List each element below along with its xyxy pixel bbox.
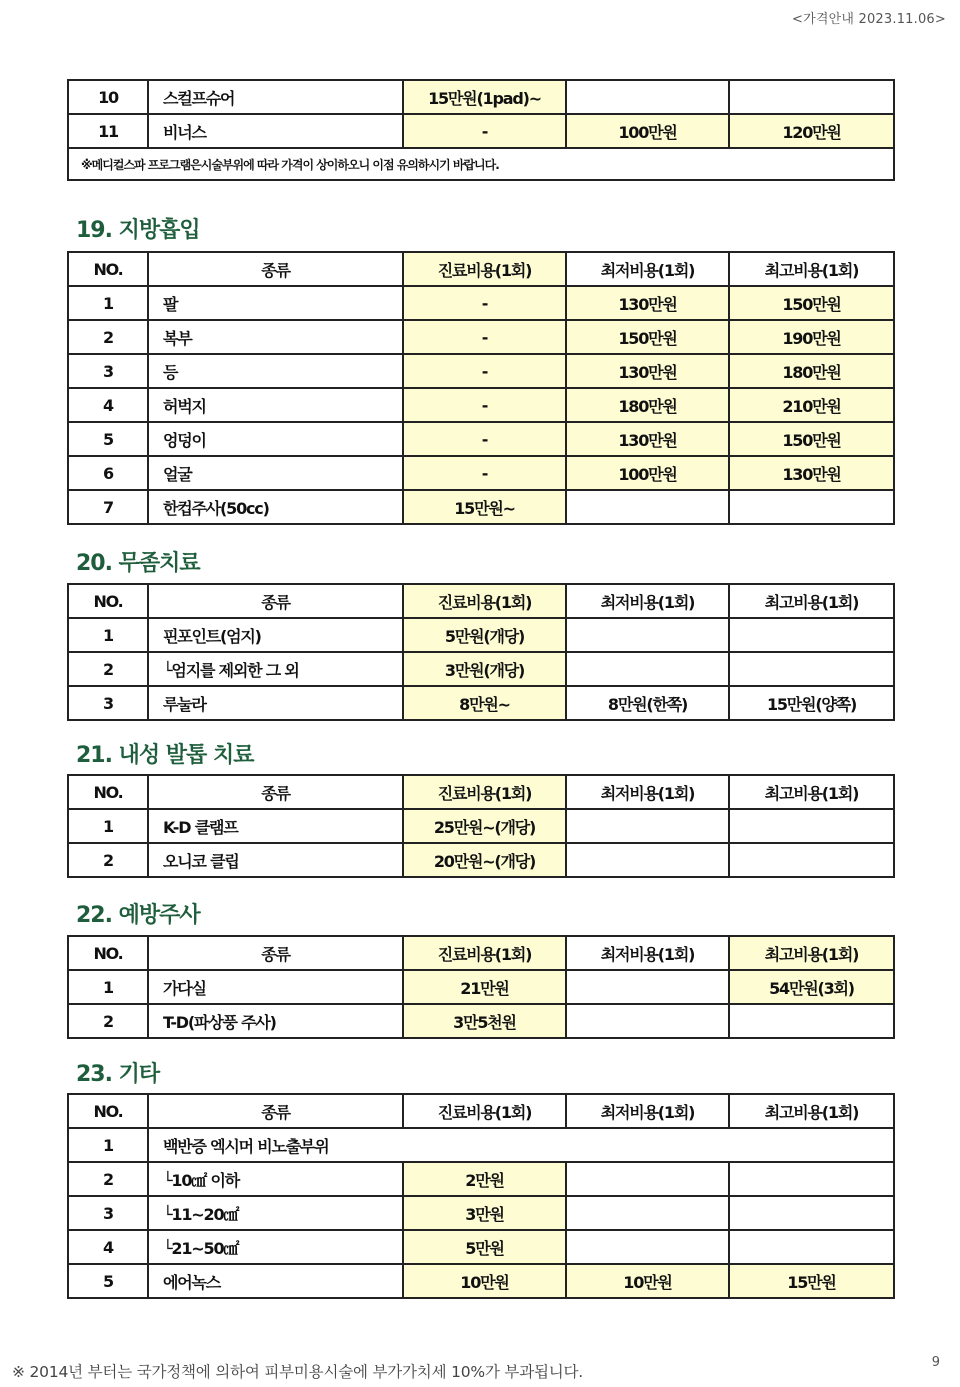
- row-number: 7: [68, 490, 148, 524]
- fee-cell: -: [403, 354, 566, 388]
- header-kind: 종류: [148, 936, 403, 970]
- min-cost-cell: [566, 1230, 729, 1264]
- liposuction-table: [67, 251, 895, 525]
- treatment-name: 복부: [148, 320, 403, 354]
- header-no: NO.: [68, 775, 148, 809]
- min-cost-cell: 10만원: [566, 1264, 729, 1298]
- min-cost-cell: 8만원(한쪽): [566, 686, 729, 720]
- header-fee: 진료비용(1회): [403, 1094, 566, 1128]
- row-number: 3: [68, 354, 148, 388]
- fee-cell: -: [403, 388, 566, 422]
- min-cost-cell: [566, 652, 729, 686]
- min-cost-cell: 130만원: [566, 286, 729, 320]
- max-cost-cell: [729, 652, 894, 686]
- table-row: [68, 354, 894, 388]
- medical-spa-table: [67, 79, 895, 181]
- ingrown-nail-table: [67, 774, 895, 878]
- athletes-foot-table: [67, 583, 895, 721]
- header-min: 최저비용(1회): [566, 252, 729, 286]
- max-cost-cell: [729, 1196, 894, 1230]
- row-number: 1: [68, 1128, 148, 1162]
- max-cost-cell: 210만원: [729, 388, 894, 422]
- header-fee: 진료비용(1회): [403, 936, 566, 970]
- header-fee: 진료비용(1회): [403, 252, 566, 286]
- table-row: [68, 320, 894, 354]
- section-title-athletes-foot: 20. 무좀치료: [76, 551, 200, 576]
- fee-cell: 3만원(개당): [403, 652, 566, 686]
- table-row: [68, 1196, 894, 1230]
- min-cost-cell: [566, 843, 729, 877]
- fee-cell: 3만원: [403, 1196, 566, 1230]
- header-no: NO.: [68, 252, 148, 286]
- treatment-name: 오니코 클립: [148, 843, 403, 877]
- row-number: 2: [68, 1162, 148, 1196]
- treatment-name: T-D(파상풍 주사): [148, 1004, 403, 1038]
- table-row: [68, 114, 894, 148]
- row-number: 6: [68, 456, 148, 490]
- table-row: [68, 1162, 894, 1196]
- table-row: [68, 490, 894, 524]
- treatment-name: 비너스: [148, 114, 403, 148]
- min-cost-cell: [566, 80, 729, 114]
- min-cost-cell: 100만원: [566, 114, 729, 148]
- treatment-name: 한컵주사(50cc): [148, 490, 403, 524]
- max-cost-cell: 180만원: [729, 354, 894, 388]
- fee-cell: 15만원~: [403, 490, 566, 524]
- etc-table: [67, 1093, 895, 1299]
- min-cost-cell: [566, 1196, 729, 1230]
- treatment-name: K-D 클램프: [148, 809, 403, 843]
- header-no: NO.: [68, 936, 148, 970]
- price-guide-date: <가격안내 2023.11.06>: [792, 12, 946, 27]
- treatment-name: └엄지를 제외한 그 외: [148, 652, 403, 686]
- min-cost-cell: 100만원: [566, 456, 729, 490]
- max-cost-cell: 54만원(3회): [729, 970, 894, 1004]
- treatment-name: 백반증 엑시머 비노출부위: [148, 1128, 894, 1162]
- fee-cell: -: [403, 114, 566, 148]
- table-row: [68, 388, 894, 422]
- max-cost-cell: 15만원(양쪽): [729, 686, 894, 720]
- fee-cell: 10만원: [403, 1264, 566, 1298]
- treatment-name: 루눌라: [148, 686, 403, 720]
- min-cost-cell: [566, 618, 729, 652]
- treatment-name: 엉덩이: [148, 422, 403, 456]
- max-cost-cell: [729, 618, 894, 652]
- fee-cell: 3만5천원: [403, 1004, 566, 1038]
- table-row: [68, 1264, 894, 1298]
- table-row: [68, 286, 894, 320]
- table-row: [68, 618, 894, 652]
- fee-cell: 8만원~: [403, 686, 566, 720]
- row-number: 5: [68, 1264, 148, 1298]
- treatment-name: └11~20㎠: [148, 1196, 403, 1230]
- min-cost-cell: [566, 1004, 729, 1038]
- row-number: 3: [68, 1196, 148, 1230]
- fee-cell: -: [403, 320, 566, 354]
- table-row: [68, 80, 894, 114]
- row-number: 2: [68, 652, 148, 686]
- treatment-name: 등: [148, 354, 403, 388]
- min-cost-cell: [566, 1162, 729, 1196]
- table-row: [68, 1004, 894, 1038]
- header-no: NO.: [68, 1094, 148, 1128]
- header-kind: 종류: [148, 584, 403, 618]
- row-number: 4: [68, 1230, 148, 1264]
- header-fee: 진료비용(1회): [403, 775, 566, 809]
- table-header-row: [68, 936, 894, 970]
- max-cost-cell: [729, 80, 894, 114]
- max-cost-cell: 130만원: [729, 456, 894, 490]
- header-max: 최고비용(1회): [729, 936, 894, 970]
- fee-cell: 15만원(1pad)~: [403, 80, 566, 114]
- header-max: 최고비용(1회): [729, 1094, 894, 1128]
- fee-cell: -: [403, 286, 566, 320]
- header-fee: 진료비용(1회): [403, 584, 566, 618]
- header-kind: 종류: [148, 775, 403, 809]
- row-number: 2: [68, 1004, 148, 1038]
- row-number: 10: [68, 80, 148, 114]
- row-number: 2: [68, 843, 148, 877]
- table-header-row: [68, 775, 894, 809]
- min-cost-cell: 130만원: [566, 422, 729, 456]
- max-cost-cell: [729, 809, 894, 843]
- row-number: 1: [68, 809, 148, 843]
- header-min: 최저비용(1회): [566, 584, 729, 618]
- table-note: ※메디컬스파 프로그램은시술부위에 따라 가격이 상이하오니 이점 유의하시기 바랍니다.: [68, 148, 894, 180]
- fee-cell: 2만원: [403, 1162, 566, 1196]
- section-title-vaccination: 22. 예방주사: [76, 903, 200, 928]
- min-cost-cell: [566, 490, 729, 524]
- treatment-name: 에어녹스: [148, 1264, 403, 1298]
- page-number: 9: [931, 1355, 940, 1370]
- table-header-row: [68, 1094, 894, 1128]
- vat-notice: ※ 2014년 부터는 국가정책에 의하여 피부미용시술에 부가가치세 10%가 부과됩니다.: [12, 1363, 584, 1381]
- max-cost-cell: [729, 1230, 894, 1264]
- min-cost-cell: [566, 970, 729, 1004]
- row-number: 3: [68, 686, 148, 720]
- treatment-name: 가다실: [148, 970, 403, 1004]
- fee-cell: 21만원: [403, 970, 566, 1004]
- table-row: [68, 809, 894, 843]
- header-kind: 종류: [148, 1094, 403, 1128]
- section-title-liposuction: 19. 지방흡입: [76, 218, 200, 243]
- max-cost-cell: 120만원: [729, 114, 894, 148]
- header-min: 최저비용(1회): [566, 1094, 729, 1128]
- table-row: [68, 456, 894, 490]
- row-number: 1: [68, 970, 148, 1004]
- row-number: 1: [68, 618, 148, 652]
- header-min: 최저비용(1회): [566, 936, 729, 970]
- treatment-name: └10㎠ 이하: [148, 1162, 403, 1196]
- table-row: [68, 970, 894, 1004]
- table-row: [68, 652, 894, 686]
- min-cost-cell: 130만원: [566, 354, 729, 388]
- treatment-name: 스컬프슈어: [148, 80, 403, 114]
- table-row: [68, 843, 894, 877]
- fee-cell: 20만원~(개당): [403, 843, 566, 877]
- fee-cell: -: [403, 456, 566, 490]
- fee-cell: 25만원~(개당): [403, 809, 566, 843]
- min-cost-cell: 180만원: [566, 388, 729, 422]
- max-cost-cell: 15만원: [729, 1264, 894, 1298]
- min-cost-cell: 150만원: [566, 320, 729, 354]
- max-cost-cell: [729, 843, 894, 877]
- row-number: 11: [68, 114, 148, 148]
- treatment-name: 팔: [148, 286, 403, 320]
- header-min: 최저비용(1회): [566, 775, 729, 809]
- treatment-name: 핀포인트(엄지): [148, 618, 403, 652]
- fee-cell: 5만원(개당): [403, 618, 566, 652]
- treatment-name: 얼굴: [148, 456, 403, 490]
- header-max: 최고비용(1회): [729, 252, 894, 286]
- header-max: 최고비용(1회): [729, 775, 894, 809]
- header-kind: 종류: [148, 252, 403, 286]
- row-number: 5: [68, 422, 148, 456]
- max-cost-cell: [729, 1004, 894, 1038]
- table-header-row: [68, 584, 894, 618]
- header-no: NO.: [68, 584, 148, 618]
- section-title-etc: 23. 기타: [76, 1062, 160, 1087]
- table-header-row: [68, 252, 894, 286]
- max-cost-cell: [729, 490, 894, 524]
- min-cost-cell: [566, 809, 729, 843]
- treatment-name: 허벅지: [148, 388, 403, 422]
- table-row: [68, 1128, 894, 1162]
- header-max: 최고비용(1회): [729, 584, 894, 618]
- section-title-ingrown-nail: 21. 내성 발톱 치료: [76, 743, 254, 768]
- row-number: 1: [68, 286, 148, 320]
- fee-cell: -: [403, 422, 566, 456]
- row-number: 4: [68, 388, 148, 422]
- table-note-row: [68, 148, 894, 180]
- max-cost-cell: 150만원: [729, 422, 894, 456]
- table-row: [68, 1230, 894, 1264]
- treatment-name: └21~50㎠: [148, 1230, 403, 1264]
- vaccination-table: [67, 935, 895, 1039]
- max-cost-cell: 190만원: [729, 320, 894, 354]
- table-row: [68, 422, 894, 456]
- fee-cell: 5만원: [403, 1230, 566, 1264]
- max-cost-cell: 150만원: [729, 286, 894, 320]
- row-number: 2: [68, 320, 148, 354]
- max-cost-cell: [729, 1162, 894, 1196]
- table-row: [68, 686, 894, 720]
